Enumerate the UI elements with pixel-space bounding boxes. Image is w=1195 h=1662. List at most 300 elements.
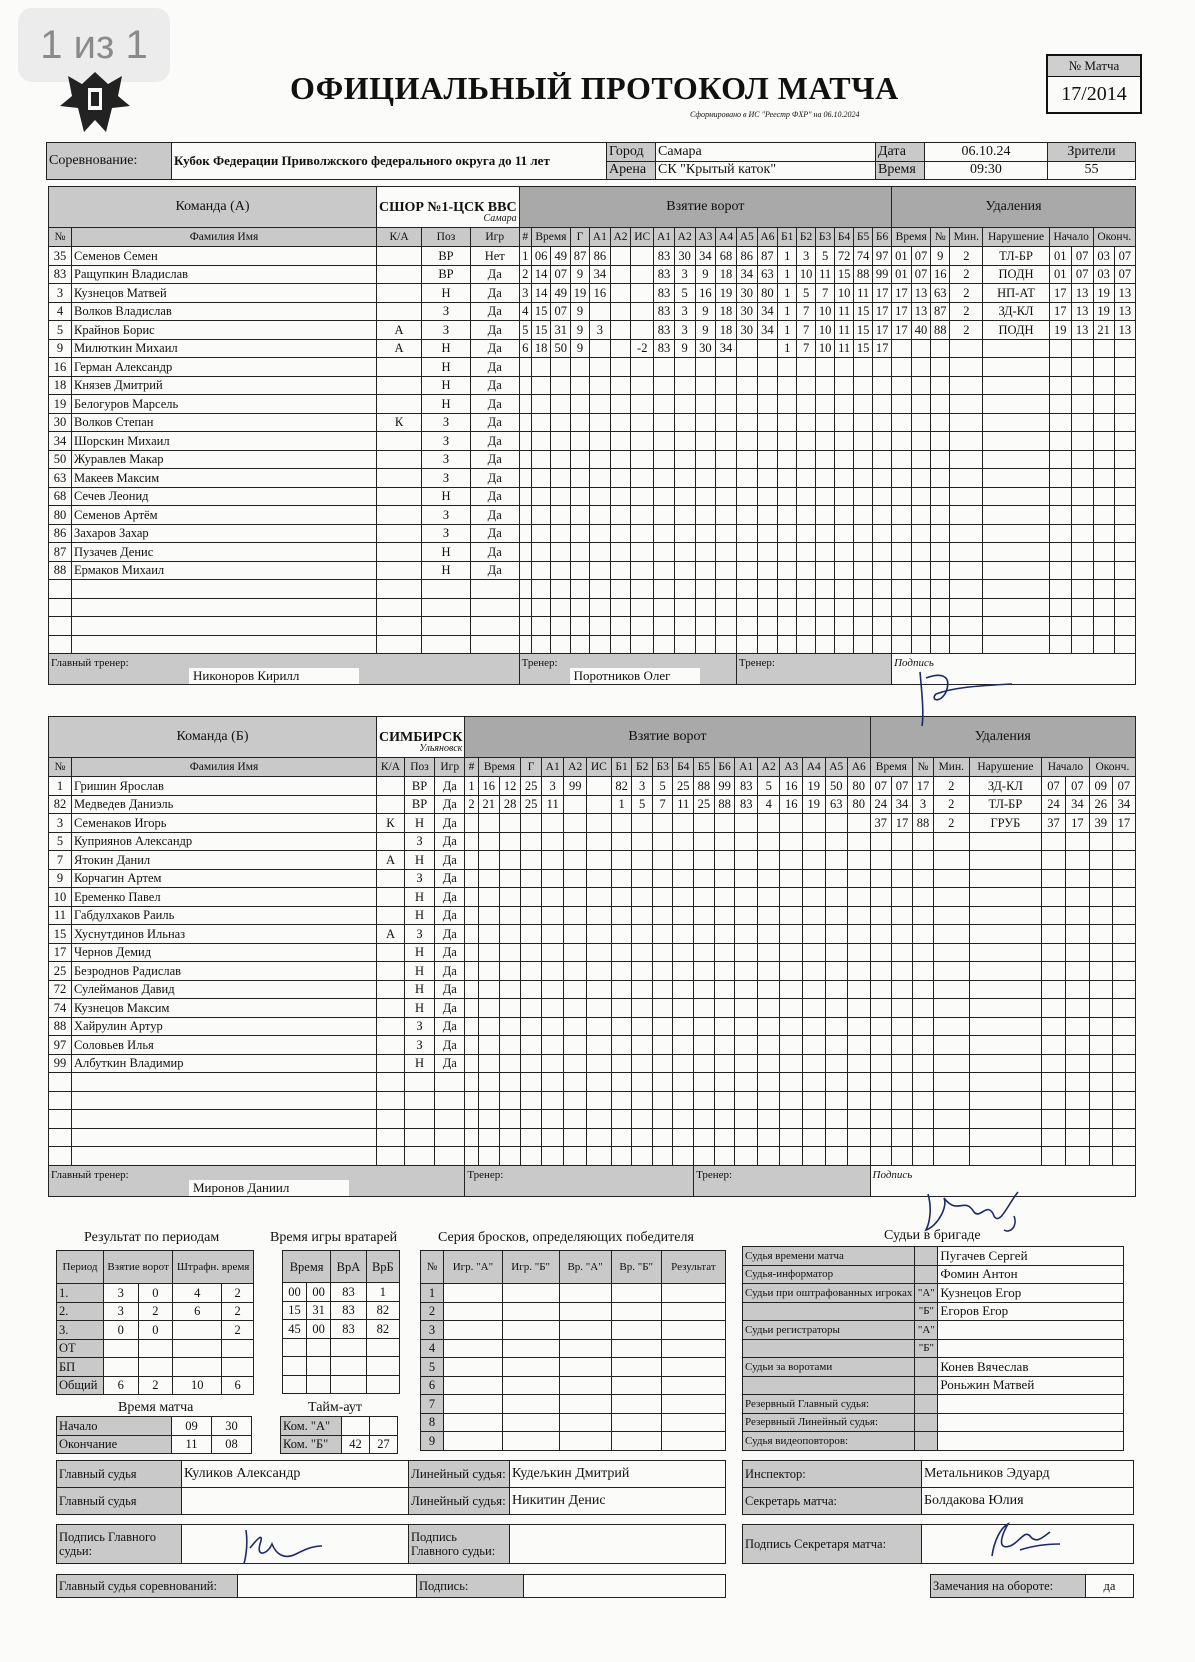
empty-cell xyxy=(802,832,825,851)
empty-cell xyxy=(931,413,950,432)
player-position: З xyxy=(404,869,434,888)
empty-cell xyxy=(848,1128,871,1147)
empty-cell xyxy=(735,999,758,1018)
empty-cell xyxy=(873,487,892,506)
penalty-cell: 9 xyxy=(931,247,950,266)
player-position: З xyxy=(422,302,471,321)
empty-cell xyxy=(892,598,912,617)
empty-cell xyxy=(694,888,715,907)
goal-cell xyxy=(589,339,610,358)
goal-cell: 16 xyxy=(780,777,803,796)
empty-cell xyxy=(654,561,675,580)
penalty-cell: 03 xyxy=(1093,247,1114,266)
empty-cell xyxy=(652,906,673,925)
goal-cell: 1 xyxy=(778,321,797,340)
official-role: Резервный Линейный судья: xyxy=(743,1413,915,1432)
empty-cell xyxy=(714,999,735,1018)
empty-cell xyxy=(950,617,983,636)
empty-cell xyxy=(1065,1147,1089,1166)
empty-cell xyxy=(564,999,587,1018)
empty-cell xyxy=(802,1147,825,1166)
main-referee-label: Главный судья xyxy=(57,1461,182,1488)
empty-cell xyxy=(835,598,854,617)
empty-cell xyxy=(499,1017,520,1036)
player-number: 10 xyxy=(49,888,72,907)
empty-cell xyxy=(825,980,848,999)
goal-cell: 16 xyxy=(478,777,499,796)
generated-note: Сформировано в ИС "Реестр ФХР" на 06.10.2024 xyxy=(690,110,860,119)
col-on-ice: Б2 xyxy=(797,228,816,247)
goal-cell: 10 xyxy=(797,265,816,284)
player-number: 15 xyxy=(49,925,72,944)
empty-cell xyxy=(652,943,673,962)
empty-cell xyxy=(531,524,551,543)
empty-cell xyxy=(780,814,803,833)
empty-cell xyxy=(835,469,854,488)
empty-cell xyxy=(631,524,654,543)
empty-cell xyxy=(854,413,873,432)
empty-cell xyxy=(611,1147,632,1166)
period-cell: 1. xyxy=(57,1284,104,1303)
empty-cell xyxy=(694,980,715,999)
empty-cell xyxy=(848,814,871,833)
empty-cell xyxy=(848,1036,871,1055)
player-ka xyxy=(377,450,422,469)
empty-cell xyxy=(564,943,587,962)
goal-cell: 86 xyxy=(589,247,610,266)
empty-cell xyxy=(1071,469,1093,488)
period-row xyxy=(57,1284,254,1303)
empty-cell xyxy=(735,1054,758,1073)
empty-cell xyxy=(757,906,780,925)
empty-cell xyxy=(757,814,780,833)
period-cell: 2 xyxy=(222,1284,254,1303)
player-ka: К xyxy=(377,814,405,833)
goal-cell: 34 xyxy=(589,265,610,284)
col-on-ice: А4 xyxy=(716,228,737,247)
empty-cell xyxy=(891,851,912,870)
official-role: Судьи за воротами xyxy=(743,1358,915,1377)
empty-cell xyxy=(1089,962,1112,981)
player-number: 35 xyxy=(49,247,72,266)
roster-row xyxy=(49,1147,1136,1166)
empty-cell xyxy=(499,869,520,888)
empty-cell xyxy=(931,617,950,636)
empty-cell xyxy=(519,561,531,580)
empty-cell xyxy=(870,1054,891,1073)
empty-cell xyxy=(519,580,531,599)
empty-cell xyxy=(589,543,610,562)
empty-cell xyxy=(950,635,983,654)
empty-cell xyxy=(631,580,654,599)
period-cell: 2 xyxy=(138,1376,173,1395)
empty-cell xyxy=(854,450,873,469)
empty-cell xyxy=(1042,943,1066,962)
goal-cell: 3 xyxy=(674,321,695,340)
goal-cell: 5 xyxy=(652,777,673,796)
empty-cell xyxy=(1065,1054,1089,1073)
empty-cell xyxy=(652,980,673,999)
goal-cell: 80 xyxy=(848,777,871,796)
empty-cell xyxy=(404,1147,434,1166)
empty-cell xyxy=(1089,888,1112,907)
team-name-cell xyxy=(377,187,520,228)
col-pen-violation: Нарушение xyxy=(983,228,1049,247)
empty-cell xyxy=(519,635,531,654)
col-igr: Игр xyxy=(470,228,519,247)
penalty-cell: 34 xyxy=(891,795,912,814)
goal-cell: 7 xyxy=(797,339,816,358)
official-name xyxy=(938,1339,1124,1358)
empty-cell xyxy=(757,1017,780,1036)
empty-cell xyxy=(551,580,571,599)
empty-cell xyxy=(1089,1147,1112,1166)
player-ka xyxy=(377,543,422,562)
periods-title: Результат по периодам xyxy=(84,1230,220,1245)
goal-cell: 49 xyxy=(551,284,571,303)
official-name xyxy=(938,1395,1124,1414)
head-coach-cell xyxy=(49,654,520,685)
empty-cell xyxy=(950,376,983,395)
empty-cell xyxy=(870,999,891,1018)
empty-cell xyxy=(632,1091,653,1110)
empty-cell xyxy=(631,598,654,617)
empty-cell xyxy=(931,580,950,599)
empty-cell xyxy=(632,851,653,870)
empty-cell xyxy=(478,869,499,888)
penalty-cell: 39 xyxy=(1089,814,1112,833)
main-referee-label-2: Главный судья xyxy=(57,1488,182,1515)
empty-cell xyxy=(611,1128,632,1147)
empty-cell xyxy=(950,598,983,617)
col-on-ice: А3 xyxy=(780,758,803,777)
empty-cell xyxy=(611,925,632,944)
player-position: Н xyxy=(422,339,471,358)
col-on-ice: Б5 xyxy=(854,228,873,247)
empty-cell xyxy=(610,358,631,377)
empty-cell xyxy=(631,469,654,488)
official-role xyxy=(743,1339,915,1358)
empty-cell xyxy=(778,432,797,451)
timeout-a-minute xyxy=(370,1417,398,1436)
empty-cell xyxy=(610,580,631,599)
goal-cell: 87 xyxy=(757,247,778,266)
empty-cell xyxy=(950,543,983,562)
player-ka xyxy=(377,888,405,907)
empty-cell xyxy=(931,450,950,469)
period-cell xyxy=(222,1358,254,1377)
player-number: 16 xyxy=(49,358,72,377)
empty-cell xyxy=(1042,1054,1066,1073)
period-cell: 0 xyxy=(138,1321,173,1340)
empty-cell xyxy=(797,580,816,599)
shootout-row-no: 1 xyxy=(421,1284,444,1303)
empty-cell xyxy=(49,1147,72,1166)
roster-row xyxy=(49,1054,1136,1073)
empty-cell xyxy=(541,1036,564,1055)
goal-cell: 83 xyxy=(735,795,758,814)
empty-cell xyxy=(674,635,695,654)
empty-cell xyxy=(714,1036,735,1055)
empty-cell xyxy=(1071,524,1093,543)
empty-cell xyxy=(1042,999,1066,1018)
player-position: Н xyxy=(404,962,434,981)
empty-cell xyxy=(652,888,673,907)
empty-cell xyxy=(564,1147,587,1166)
empty-cell xyxy=(816,413,835,432)
penalty-cell: 26 xyxy=(1089,795,1112,814)
empty-cell xyxy=(611,1036,632,1055)
col-on-ice: А1 xyxy=(735,758,758,777)
player-position: Н xyxy=(422,284,471,303)
empty-cell xyxy=(632,1128,653,1147)
empty-cell xyxy=(611,1073,632,1092)
empty-cell xyxy=(531,598,551,617)
empty-cell xyxy=(802,869,825,888)
goal-cell: 15 xyxy=(854,302,873,321)
empty-cell xyxy=(654,413,675,432)
empty-cell xyxy=(674,617,695,636)
empty-cell xyxy=(499,1091,520,1110)
empty-cell xyxy=(1114,598,1135,617)
player-ka xyxy=(377,469,422,488)
roster-row xyxy=(49,413,1136,432)
empty-cell xyxy=(586,1017,611,1036)
empty-cell xyxy=(435,1128,465,1147)
empty-cell xyxy=(694,1091,715,1110)
official-side xyxy=(915,1265,938,1284)
empty-cell xyxy=(631,450,654,469)
empty-cell xyxy=(49,580,72,599)
empty-cell xyxy=(586,1128,611,1147)
empty-cell xyxy=(586,1147,611,1166)
empty-cell xyxy=(911,487,931,506)
empty-cell xyxy=(589,598,610,617)
penalty-cell: 17 xyxy=(1049,302,1071,321)
col-goalie-b: ВрБ xyxy=(366,1251,399,1283)
goal-cell: 19 xyxy=(570,284,589,303)
empty-cell xyxy=(931,635,950,654)
goal-cell: 63 xyxy=(757,265,778,284)
empty-cell xyxy=(716,580,737,599)
empty-cell xyxy=(714,1147,735,1166)
shootout-row-no: 8 xyxy=(421,1413,444,1432)
empty-cell xyxy=(564,1017,587,1036)
empty-cell xyxy=(969,1091,1041,1110)
empty-cell xyxy=(519,395,531,414)
penalty-cell: 17 xyxy=(892,302,912,321)
empty-cell xyxy=(825,1073,848,1092)
player-played: Да xyxy=(435,943,465,962)
empty-cell xyxy=(873,506,892,525)
player-played: Да xyxy=(470,524,519,543)
player-played: Да xyxy=(435,832,465,851)
empty-cell xyxy=(673,962,694,981)
player-number: 11 xyxy=(49,906,72,925)
empty-cell xyxy=(854,635,873,654)
empty-cell xyxy=(1049,543,1071,562)
player-played: Да xyxy=(435,888,465,907)
player-number: 18 xyxy=(49,376,72,395)
empty-cell xyxy=(694,1017,715,1036)
goal-cell: 34 xyxy=(695,247,716,266)
empty-cell xyxy=(757,1036,780,1055)
penalties-header: Удаления xyxy=(892,187,1136,228)
empty-cell xyxy=(892,376,912,395)
empty-cell xyxy=(541,1128,564,1147)
empty-cell xyxy=(674,598,695,617)
col-on-ice: А6 xyxy=(757,228,778,247)
empty-cell xyxy=(933,1147,969,1166)
player-position: З xyxy=(422,524,471,543)
empty-cell xyxy=(873,358,892,377)
penalty-cell: 2 xyxy=(933,777,969,796)
empty-cell xyxy=(913,1073,934,1092)
empty-cell xyxy=(848,888,871,907)
timeout-a-label: Ком. "А" xyxy=(281,1417,342,1436)
empty-cell xyxy=(757,358,778,377)
empty-cell xyxy=(465,943,478,962)
empty-cell xyxy=(825,1036,848,1055)
goal-cell: 7 xyxy=(652,795,673,814)
goal-cell: 19 xyxy=(802,777,825,796)
goal-cell: 18 xyxy=(716,265,737,284)
empty-cell xyxy=(780,1054,803,1073)
empty-cell xyxy=(632,1036,653,1055)
empty-cell xyxy=(797,598,816,617)
empty-cell xyxy=(1093,432,1114,451)
empty-cell xyxy=(716,432,737,451)
empty-cell xyxy=(674,487,695,506)
empty-cell xyxy=(714,1110,735,1129)
empty-cell xyxy=(673,1110,694,1129)
official-name: Конев Вячеслав xyxy=(938,1358,1124,1377)
empty-cell xyxy=(519,450,531,469)
penalty-cell: 13 xyxy=(1114,284,1135,303)
remarks-table xyxy=(930,1574,1134,1598)
empty-cell xyxy=(1049,358,1071,377)
empty-cell xyxy=(892,450,912,469)
empty-cell xyxy=(736,598,757,617)
player-ka xyxy=(377,524,422,543)
period-cell: 4 xyxy=(173,1284,222,1303)
col-on-ice: А5 xyxy=(825,758,848,777)
empty-cell xyxy=(1065,832,1089,851)
empty-cell xyxy=(911,432,931,451)
empty-cell xyxy=(631,358,654,377)
official-name: Роньжин Матвей xyxy=(938,1376,1124,1395)
player-ka xyxy=(377,980,405,999)
empty-cell xyxy=(72,1147,377,1166)
penalty-cell: 03 xyxy=(1093,265,1114,284)
empty-cell xyxy=(521,1073,542,1092)
goalie-cell: 82 xyxy=(366,1301,399,1320)
empty-cell xyxy=(694,1128,715,1147)
empty-cell xyxy=(72,1073,377,1092)
official-row xyxy=(743,1265,1124,1284)
player-ka xyxy=(377,432,422,451)
empty-cell xyxy=(1093,358,1114,377)
empty-cell xyxy=(913,1054,934,1073)
empty-cell xyxy=(848,1017,871,1036)
empty-cell xyxy=(1114,432,1135,451)
empty-cell xyxy=(854,561,873,580)
empty-cell xyxy=(72,1110,377,1129)
official-row xyxy=(743,1284,1124,1303)
penalty-cell: 13 xyxy=(911,302,931,321)
official-side xyxy=(915,1432,938,1451)
period-cell: БП xyxy=(57,1358,104,1377)
empty-cell xyxy=(892,339,912,358)
col-on-ice: Б5 xyxy=(694,758,715,777)
player-ka xyxy=(377,1036,405,1055)
empty-cell xyxy=(913,925,934,944)
empty-cell xyxy=(1049,413,1071,432)
empty-cell xyxy=(983,413,1049,432)
empty-cell xyxy=(673,1091,694,1110)
empty-cell xyxy=(873,413,892,432)
empty-cell xyxy=(983,543,1049,562)
player-position: Н xyxy=(422,543,471,562)
empty-cell xyxy=(521,999,542,1018)
goal-cell: 99 xyxy=(714,777,735,796)
main-referee-signature xyxy=(238,1524,328,1570)
empty-cell xyxy=(631,395,654,414)
goal-cell: 3 xyxy=(541,777,564,796)
empty-cell xyxy=(673,869,694,888)
empty-cell xyxy=(757,962,780,981)
roster-row xyxy=(49,980,1136,999)
empty-cell xyxy=(72,1091,377,1110)
empty-cell xyxy=(913,1017,934,1036)
empty-cell xyxy=(673,888,694,907)
empty-cell xyxy=(1089,1036,1112,1055)
empty-cell xyxy=(72,580,377,599)
empty-cell xyxy=(499,814,520,833)
goal-cell xyxy=(631,302,654,321)
date-value: 06.10.24 xyxy=(925,143,1048,162)
player-name: Журавлев Макар xyxy=(72,450,377,469)
empty-cell xyxy=(911,413,931,432)
empty-cell xyxy=(531,580,551,599)
player-played: Да xyxy=(470,358,519,377)
empty-cell xyxy=(1049,635,1071,654)
empty-cell xyxy=(1093,413,1114,432)
goal-cell: 15 xyxy=(854,321,873,340)
empty-cell xyxy=(499,925,520,944)
goal-cell: 15 xyxy=(854,339,873,358)
empty-cell xyxy=(673,980,694,999)
empty-cell xyxy=(716,617,737,636)
empty-cell xyxy=(695,413,716,432)
goal-cell: 83 xyxy=(654,265,675,284)
player-ka xyxy=(377,1017,405,1036)
goal-cell: 1 xyxy=(778,339,797,358)
empty-cell xyxy=(531,561,551,580)
col-igr: Игр xyxy=(435,758,465,777)
col-goal-a1: А1 xyxy=(589,228,610,247)
official-row xyxy=(743,1395,1124,1414)
empty-cell xyxy=(551,395,571,414)
empty-cell xyxy=(1112,1017,1135,1036)
empty-cell xyxy=(654,543,675,562)
empty-cell xyxy=(933,999,969,1018)
empty-cell xyxy=(778,580,797,599)
empty-cell xyxy=(848,1073,871,1092)
empty-cell xyxy=(892,635,912,654)
empty-cell xyxy=(736,635,757,654)
empty-cell xyxy=(873,543,892,562)
